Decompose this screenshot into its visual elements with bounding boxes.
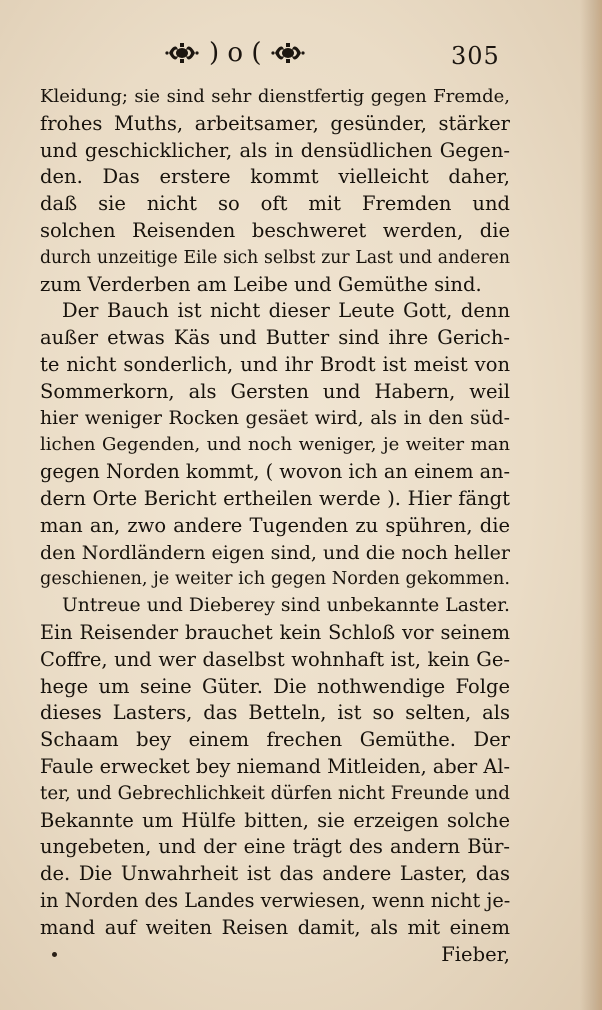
text-line: daß sie nicht so oft mit Fremden und	[40, 192, 510, 216]
running-head-text: ) o (	[209, 38, 262, 68]
fleuron-ornament-icon	[271, 41, 305, 65]
page-edge-shadow	[580, 0, 602, 1010]
text-line: Kleidung; sie sind sehr dienstfertig gegen Fremde,	[40, 86, 510, 107]
text-line: geschienen, je weiter ich gegen Norden gekommen.	[40, 569, 510, 590]
text-line: hier weniger Rocken gesäet wird, als in den süd-	[40, 407, 510, 429]
catchword: Fieber,	[441, 942, 510, 966]
fleuron-ornament-icon	[165, 41, 199, 65]
text-line: in Norden des Landes verwiesen, wenn nicht je-	[40, 888, 511, 912]
text-line: und geschicklicher, als in densüdlichen Gegen-	[40, 138, 510, 162]
text-line: Sommerkorn, als Gersten und Habern, weil	[40, 379, 510, 403]
text-line: mand auf weiten Reisen damit, als mit einem	[40, 915, 510, 939]
text-line: zum Verderben am Leibe und Gemüthe sind.	[40, 272, 482, 296]
page-header	[0, 38, 602, 78]
text-line: frohes Muths, arbeitsamer, gesünder, stärker	[40, 111, 510, 135]
text-line: dieses Lasters, das Betteln, ist so selten, als	[40, 701, 510, 725]
text-line: de. Die Unwahrheit ist das andere Laster, das	[40, 862, 510, 886]
text-line: Untreue und Dieberey sind unbekannte Laster.	[62, 595, 510, 617]
text-line: man an, zwo andere Tugenden zu spühren, die	[40, 513, 510, 537]
text-line: solchen Reisenden beschweret werden, die	[40, 218, 510, 242]
text-line: Faule erwecket bey niemand Mitleiden, aber Al-	[40, 754, 510, 778]
body-text	[40, 84, 510, 968]
text-line: ter, und Gebrechlichkeit dürfen nicht Freunde und	[40, 782, 510, 804]
page-number: 305	[451, 42, 500, 70]
text-line: gegen Norden kommt, ( wovon ich an einem an-	[40, 460, 510, 484]
running-head	[165, 38, 305, 68]
text-line: lichen Gegenden, und noch weniger, je weiter man	[40, 434, 510, 456]
text-line: Der Bauch ist nicht dieser Leute Gott, denn	[62, 299, 510, 323]
text-line: durch unzeitige Eile sich selbst zur Last und anderen	[40, 247, 510, 268]
text-line: Schaam bey einem frechen Gemüthe. Der	[40, 728, 510, 752]
text-line: hege um seine Güter. Die nothwendige Folge	[40, 674, 510, 698]
text-line: ungebeten, und der eine trägt des andern Bür-	[40, 835, 510, 859]
ink-dot	[52, 952, 57, 957]
text-line: Bekannte um Hülfe bitten, sie erzeigen solche	[40, 808, 510, 832]
text-line: den Nordländern eigen sind, und die noch heller	[40, 541, 510, 564]
text-line: te nicht sonderlich, und ihr Brodt ist meist von	[40, 352, 510, 376]
text-line: Coffre, und wer daselbst wohnhaft ist, kein Ge-	[40, 647, 510, 671]
text-line: Ein Reisender brauchet kein Schloß vor seinem	[40, 620, 510, 644]
text-line: dern Orte Bericht ertheilen werde ). Hier fängt	[40, 486, 510, 510]
text-line: den. Das erstere kommt vielleicht daher,	[40, 165, 510, 189]
text-line: außer etwas Käs und Butter sind ihre Gerich-	[40, 326, 510, 350]
